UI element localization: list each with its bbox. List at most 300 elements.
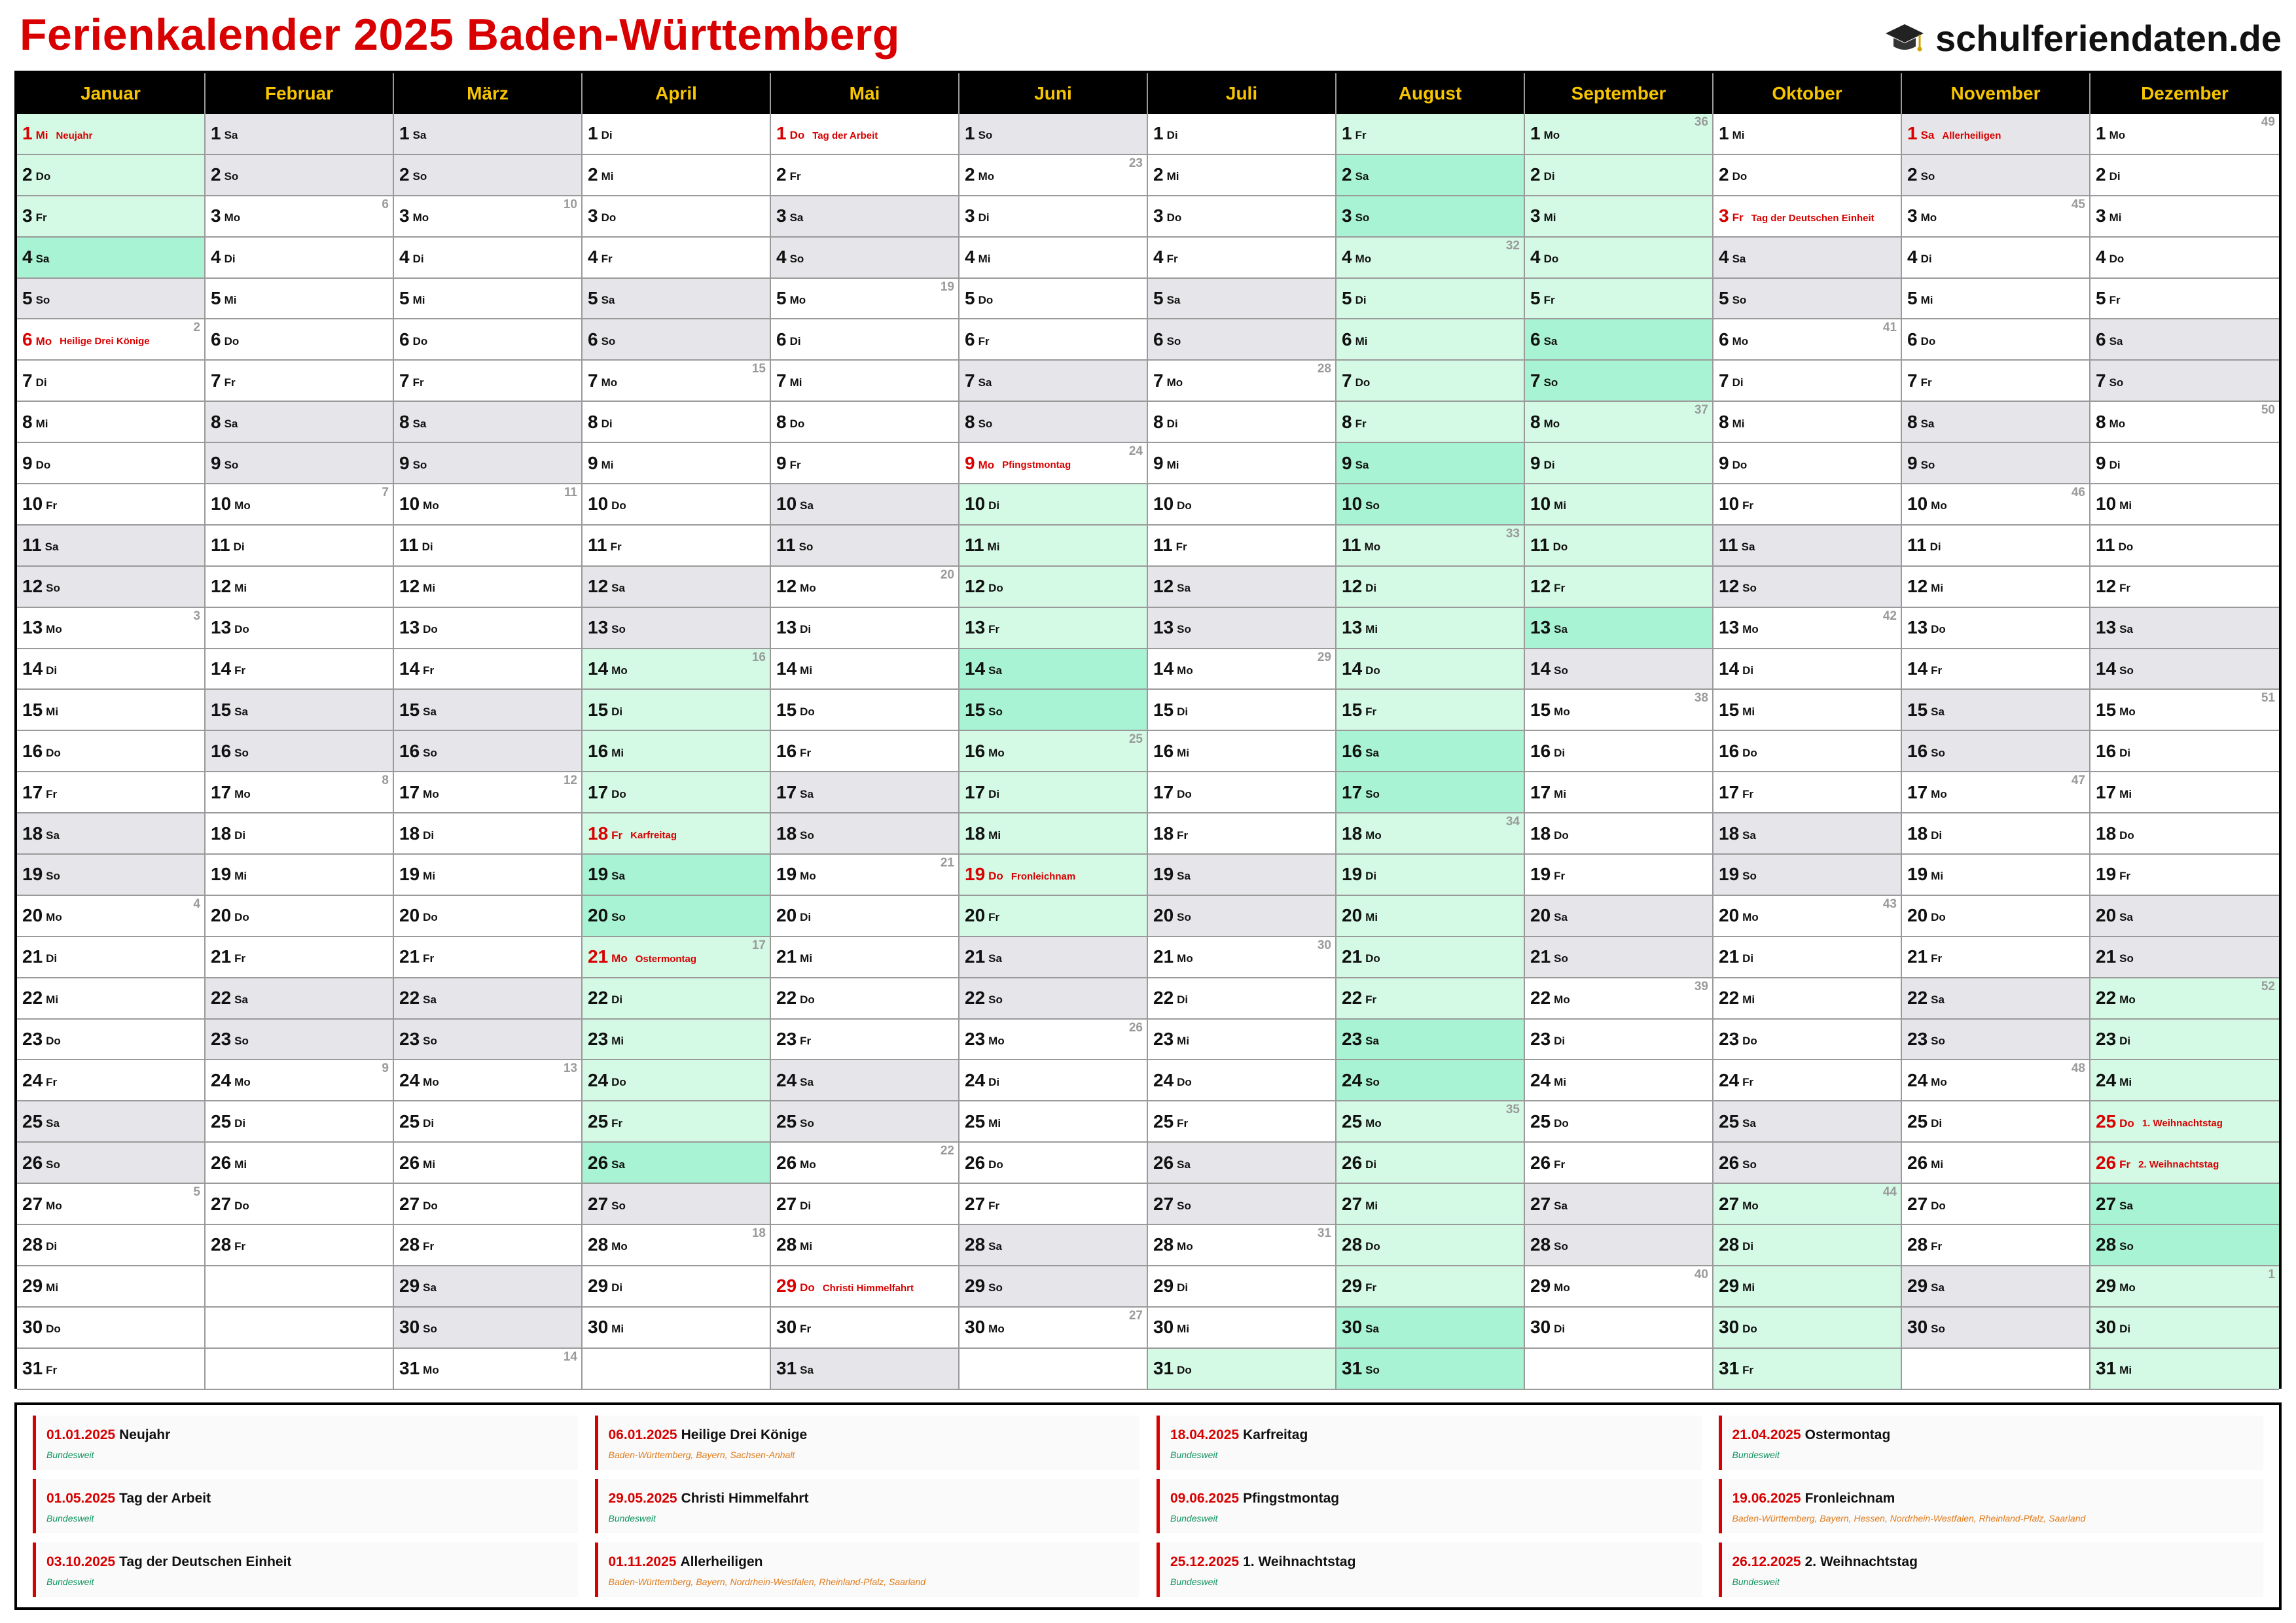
day-cell[interactable] [771,1101,958,1143]
day-cell[interactable] [206,1184,393,1225]
day-cell[interactable] [1713,855,1901,896]
day-cell[interactable] [17,1060,204,1101]
day-cell[interactable] [1525,484,1712,526]
day-cell[interactable] [583,772,770,813]
day-cell[interactable] [1336,772,1524,813]
day-cell[interactable] [1336,1184,1524,1225]
day-cell[interactable] [1336,526,1524,567]
day-cell[interactable] [1525,114,1712,155]
day-cell[interactable] [2090,896,2279,937]
day-cell[interactable] [771,608,958,649]
day-cell[interactable] [583,155,770,196]
day-cell[interactable] [17,649,204,690]
day-cell[interactable] [1713,608,1901,649]
day-cell[interactable] [1902,443,2089,484]
day-cell[interactable] [2090,319,2279,361]
day-cell[interactable] [771,772,958,813]
day-cell[interactable] [1902,196,2089,238]
day-cell[interactable] [2090,649,2279,690]
day-cell[interactable] [1525,855,1712,896]
day-cell[interactable] [17,731,204,772]
day-cell[interactable] [1336,731,1524,772]
day-cell[interactable] [771,1349,958,1390]
day-cell[interactable] [583,731,770,772]
day-cell[interactable] [771,567,958,608]
day-cell[interactable] [1525,319,1712,361]
day-cell[interactable] [771,813,958,855]
day-cell[interactable] [2090,196,2279,238]
day-cell[interactable] [1148,443,1335,484]
day-cell[interactable] [206,690,393,731]
day-cell[interactable] [771,155,958,196]
day-cell[interactable] [1148,1349,1335,1390]
day-cell[interactable] [394,649,581,690]
day-cell[interactable] [1148,484,1335,526]
day-cell[interactable] [2090,1020,2279,1061]
day-cell[interactable] [960,526,1147,567]
day-cell[interactable] [960,1143,1147,1184]
day-cell[interactable] [1713,567,1901,608]
day-cell[interactable] [394,114,581,155]
day-cell[interactable] [583,361,770,402]
day-cell[interactable] [960,813,1147,855]
day-cell[interactable] [206,238,393,279]
day-cell[interactable] [206,649,393,690]
day-cell[interactable] [1902,649,2089,690]
day-cell[interactable] [1336,279,1524,320]
day-cell[interactable] [1902,1143,2089,1184]
day-cell[interactable] [2090,690,2279,731]
day-cell[interactable] [1148,772,1335,813]
day-cell[interactable] [1902,855,2089,896]
day-cell[interactable] [583,238,770,279]
day-cell[interactable] [2090,813,2279,855]
day-cell[interactable] [960,1020,1147,1061]
day-cell[interactable] [771,484,958,526]
day-cell[interactable] [771,690,958,731]
day-cell[interactable] [1148,731,1335,772]
day-cell[interactable] [960,690,1147,731]
day-cell[interactable] [1525,978,1712,1020]
day-cell[interactable] [1525,649,1712,690]
day-cell[interactable] [1336,567,1524,608]
day-cell[interactable] [1336,978,1524,1020]
day-cell[interactable] [394,1184,581,1225]
day-cell[interactable] [206,1020,393,1061]
day-cell[interactable] [1336,1225,1524,1266]
day-cell[interactable] [583,1225,770,1266]
day-cell[interactable] [583,649,770,690]
day-cell[interactable] [960,279,1147,320]
day-cell[interactable] [1148,855,1335,896]
day-cell[interactable] [1148,526,1335,567]
day-cell[interactable] [771,526,958,567]
day-cell[interactable] [1525,772,1712,813]
day-cell[interactable] [1902,896,2089,937]
day-cell[interactable] [1902,978,2089,1020]
day-cell[interactable] [583,978,770,1020]
day-cell[interactable] [206,155,393,196]
day-cell[interactable] [1525,1143,1712,1184]
day-cell[interactable] [1525,1184,1712,1225]
day-cell[interactable] [394,731,581,772]
day-cell[interactable] [206,567,393,608]
day-cell[interactable] [960,896,1147,937]
day-cell[interactable] [17,978,204,1020]
day-cell[interactable] [1148,1060,1335,1101]
day-cell[interactable] [2090,484,2279,526]
day-cell[interactable] [1336,813,1524,855]
day-cell[interactable] [771,196,958,238]
day-cell[interactable] [206,402,393,443]
day-cell[interactable] [771,238,958,279]
day-cell[interactable] [960,937,1147,978]
day-cell[interactable] [583,319,770,361]
day-cell[interactable] [17,937,204,978]
day-cell[interactable] [17,1143,204,1184]
day-cell[interactable] [1713,937,1901,978]
holiday-day-cell[interactable] [2090,1101,2279,1143]
holiday-day-cell[interactable] [960,443,1147,484]
day-cell[interactable] [960,361,1147,402]
day-cell[interactable] [960,1225,1147,1266]
day-cell[interactable] [771,1308,958,1349]
day-cell[interactable] [960,731,1147,772]
day-cell[interactable] [206,772,393,813]
day-cell[interactable] [17,1308,204,1349]
day-cell[interactable] [1525,279,1712,320]
day-cell[interactable] [17,1184,204,1225]
day-cell[interactable] [17,1101,204,1143]
day-cell[interactable] [17,1349,204,1390]
day-cell[interactable] [771,279,958,320]
day-cell[interactable] [1902,1101,2089,1143]
day-cell[interactable] [1525,1266,1712,1308]
day-cell[interactable] [771,1225,958,1266]
day-cell[interactable] [1148,1101,1335,1143]
holiday-day-cell[interactable] [17,319,204,361]
day-cell[interactable] [771,855,958,896]
day-cell[interactable] [1525,238,1712,279]
day-cell[interactable] [2090,114,2279,155]
day-cell[interactable] [1902,402,2089,443]
day-cell[interactable] [583,1143,770,1184]
day-cell[interactable] [771,1020,958,1061]
day-cell[interactable] [2090,1349,2279,1390]
day-cell[interactable] [206,1060,393,1101]
day-cell[interactable] [583,608,770,649]
day-cell[interactable] [1336,114,1524,155]
holiday-day-cell[interactable] [583,813,770,855]
day-cell[interactable] [960,1060,1147,1101]
day-cell[interactable] [394,813,581,855]
day-cell[interactable] [206,114,393,155]
day-cell[interactable] [1713,1101,1901,1143]
holiday-day-cell[interactable] [1713,196,1901,238]
day-cell[interactable] [1902,608,2089,649]
day-cell[interactable] [1336,319,1524,361]
holiday-day-cell[interactable] [771,114,958,155]
day-cell[interactable] [771,1060,958,1101]
day-cell[interactable] [960,978,1147,1020]
day-cell[interactable] [960,1101,1147,1143]
day-cell[interactable] [583,567,770,608]
day-cell[interactable] [1148,649,1335,690]
day-cell[interactable] [206,1143,393,1184]
day-cell[interactable] [771,978,958,1020]
day-cell[interactable] [206,608,393,649]
day-cell[interactable] [1713,1143,1901,1184]
day-cell[interactable] [583,484,770,526]
brand[interactable] [1884,17,2282,60]
day-cell[interactable] [1148,690,1335,731]
day-cell[interactable] [206,731,393,772]
day-cell[interactable] [1525,526,1712,567]
day-cell[interactable] [1148,1020,1335,1061]
day-cell[interactable] [1713,114,1901,155]
day-cell[interactable] [17,526,204,567]
day-cell[interactable] [1148,402,1335,443]
day-cell[interactable] [583,1308,770,1349]
day-cell[interactable] [1148,1143,1335,1184]
day-cell[interactable] [1525,1225,1712,1266]
day-cell[interactable] [394,402,581,443]
day-cell[interactable] [583,690,770,731]
day-cell[interactable] [1902,1266,2089,1308]
day-cell[interactable] [1148,813,1335,855]
day-cell[interactable] [771,937,958,978]
day-cell[interactable] [583,896,770,937]
day-cell[interactable] [1148,1266,1335,1308]
day-cell[interactable] [1713,443,1901,484]
day-cell[interactable] [1148,608,1335,649]
day-cell[interactable] [960,238,1147,279]
day-cell[interactable] [394,1101,581,1143]
day-cell[interactable] [206,526,393,567]
day-cell[interactable] [1525,402,1712,443]
day-cell[interactable] [1713,772,1901,813]
day-cell[interactable] [2090,238,2279,279]
day-cell[interactable] [1902,279,2089,320]
day-cell[interactable] [1336,1020,1524,1061]
day-cell[interactable] [583,402,770,443]
day-cell[interactable] [771,319,958,361]
day-cell[interactable] [17,1225,204,1266]
day-cell[interactable] [1148,1225,1335,1266]
day-cell[interactable] [1148,567,1335,608]
day-cell[interactable] [1713,1060,1901,1101]
day-cell[interactable] [583,443,770,484]
day-cell[interactable] [1336,855,1524,896]
day-cell[interactable] [1713,813,1901,855]
day-cell[interactable] [771,361,958,402]
day-cell[interactable] [583,1060,770,1101]
day-cell[interactable] [1525,361,1712,402]
day-cell[interactable] [1525,1020,1712,1061]
day-cell[interactable] [17,484,204,526]
day-cell[interactable] [1336,1349,1524,1390]
day-cell[interactable] [2090,855,2279,896]
day-cell[interactable] [771,443,958,484]
day-cell[interactable] [1336,649,1524,690]
day-cell[interactable] [394,1266,581,1308]
day-cell[interactable] [1525,155,1712,196]
day-cell[interactable] [1525,567,1712,608]
day-cell[interactable] [1336,238,1524,279]
day-cell[interactable] [960,1266,1147,1308]
day-cell[interactable] [394,608,581,649]
day-cell[interactable] [17,567,204,608]
day-cell[interactable] [394,855,581,896]
day-cell[interactable] [1336,361,1524,402]
day-cell[interactable] [2090,1266,2279,1308]
day-cell[interactable] [1525,1060,1712,1101]
day-cell[interactable] [1713,238,1901,279]
day-cell[interactable] [1902,484,2089,526]
day-cell[interactable] [394,443,581,484]
day-cell[interactable] [394,567,581,608]
day-cell[interactable] [1713,978,1901,1020]
day-cell[interactable] [2090,731,2279,772]
day-cell[interactable] [206,937,393,978]
day-cell[interactable] [1713,896,1901,937]
day-cell[interactable] [1336,1308,1524,1349]
day-cell[interactable] [2090,608,2279,649]
day-cell[interactable] [1902,1020,2089,1061]
day-cell[interactable] [1148,978,1335,1020]
day-cell[interactable] [1148,937,1335,978]
day-cell[interactable] [583,1266,770,1308]
day-cell[interactable] [394,978,581,1020]
day-cell[interactable] [2090,1225,2279,1266]
day-cell[interactable] [1902,238,2089,279]
day-cell[interactable] [1525,896,1712,937]
day-cell[interactable] [1902,1184,2089,1225]
day-cell[interactable] [2090,361,2279,402]
day-cell[interactable] [583,196,770,238]
day-cell[interactable] [583,1184,770,1225]
day-cell[interactable] [1713,155,1901,196]
day-cell[interactable] [960,484,1147,526]
day-cell[interactable] [2090,1308,2279,1349]
day-cell[interactable] [1902,690,2089,731]
day-cell[interactable] [1713,690,1901,731]
day-cell[interactable] [960,608,1147,649]
day-cell[interactable] [771,731,958,772]
day-cell[interactable] [1713,731,1901,772]
day-cell[interactable] [583,1101,770,1143]
day-cell[interactable] [394,361,581,402]
day-cell[interactable] [17,690,204,731]
day-cell[interactable] [960,1184,1147,1225]
day-cell[interactable] [206,978,393,1020]
day-cell[interactable] [1713,1020,1901,1061]
day-cell[interactable] [394,896,581,937]
day-cell[interactable] [583,279,770,320]
day-cell[interactable] [1713,1225,1901,1266]
day-cell[interactable] [771,649,958,690]
holiday-day-cell[interactable] [583,937,770,978]
day-cell[interactable] [1525,731,1712,772]
day-cell[interactable] [1713,361,1901,402]
day-cell[interactable] [960,196,1147,238]
day-cell[interactable] [1525,443,1712,484]
day-cell[interactable] [1902,155,2089,196]
holiday-day-cell[interactable] [771,1266,958,1308]
day-cell[interactable] [960,155,1147,196]
day-cell[interactable] [1713,1349,1901,1390]
day-cell[interactable] [1713,1266,1901,1308]
day-cell[interactable] [1902,567,2089,608]
day-cell[interactable] [2090,1060,2279,1101]
day-cell[interactable] [1525,1101,1712,1143]
day-cell[interactable] [583,855,770,896]
day-cell[interactable] [394,690,581,731]
day-cell[interactable] [1525,690,1712,731]
day-cell[interactable] [1902,937,2089,978]
day-cell[interactable] [17,896,204,937]
holiday-day-cell[interactable] [1902,114,2089,155]
day-cell[interactable] [206,443,393,484]
day-cell[interactable] [1902,813,2089,855]
day-cell[interactable] [2090,1184,2279,1225]
day-cell[interactable] [1902,361,2089,402]
day-cell[interactable] [2090,978,2279,1020]
day-cell[interactable] [206,196,393,238]
day-cell[interactable] [394,772,581,813]
day-cell[interactable] [1336,443,1524,484]
day-cell[interactable] [1148,361,1335,402]
day-cell[interactable] [206,319,393,361]
day-cell[interactable] [960,1308,1147,1349]
day-cell[interactable] [771,402,958,443]
day-cell[interactable] [394,1349,581,1390]
day-cell[interactable] [17,402,204,443]
day-cell[interactable] [1902,526,2089,567]
day-cell[interactable] [1902,1060,2089,1101]
day-cell[interactable] [394,1060,581,1101]
day-cell[interactable] [1525,937,1712,978]
day-cell[interactable] [394,238,581,279]
day-cell[interactable] [1902,1308,2089,1349]
day-cell[interactable] [394,319,581,361]
day-cell[interactable] [1336,1060,1524,1101]
day-cell[interactable] [771,896,958,937]
day-cell[interactable] [206,1225,393,1266]
day-cell[interactable] [960,402,1147,443]
day-cell[interactable] [2090,526,2279,567]
day-cell[interactable] [1148,896,1335,937]
day-cell[interactable] [17,772,204,813]
day-cell[interactable] [206,1101,393,1143]
day-cell[interactable] [17,196,204,238]
holiday-day-cell[interactable] [960,855,1147,896]
day-cell[interactable] [394,1020,581,1061]
day-cell[interactable] [1713,649,1901,690]
day-cell[interactable] [394,155,581,196]
day-cell[interactable] [1525,196,1712,238]
day-cell[interactable] [17,608,204,649]
day-cell[interactable] [1336,896,1524,937]
day-cell[interactable] [1336,484,1524,526]
day-cell[interactable] [394,937,581,978]
day-cell[interactable] [1713,1308,1901,1349]
day-cell[interactable] [2090,402,2279,443]
holiday-day-cell[interactable] [2090,1143,2279,1184]
day-cell[interactable] [17,1266,204,1308]
day-cell[interactable] [17,813,204,855]
day-cell[interactable] [1525,608,1712,649]
